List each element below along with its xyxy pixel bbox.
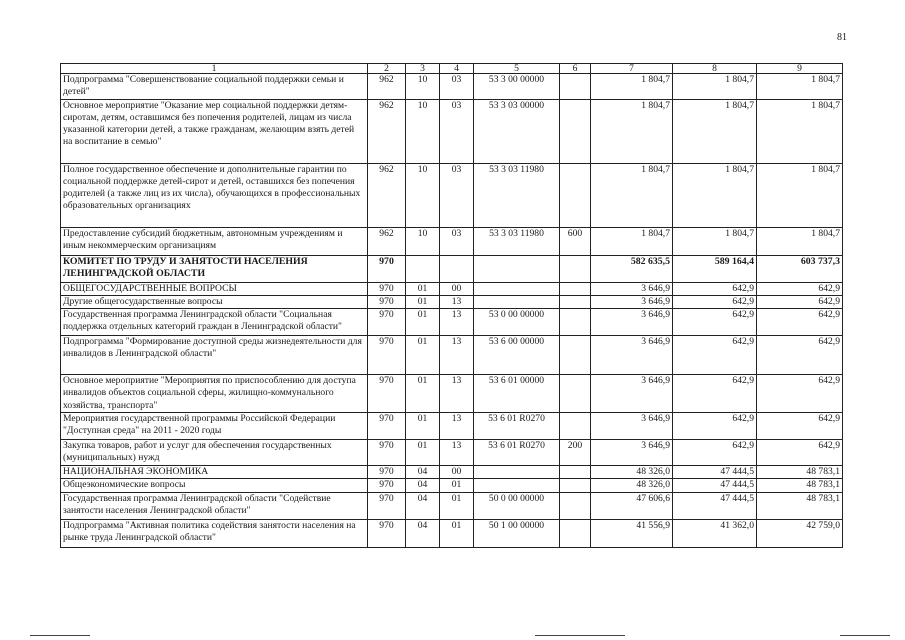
cell-subsection	[440, 255, 474, 282]
cell-expense-type: 200	[560, 440, 591, 466]
cell-expense-type	[560, 163, 591, 227]
cell-amount-col8: 1 804,7	[673, 163, 757, 227]
column-header: 9	[757, 64, 843, 74]
column-header: 4	[440, 64, 474, 74]
cell-section	[406, 255, 440, 282]
cell-section: 04	[406, 479, 440, 492]
cell-amount-col9: 48 783,1	[757, 479, 843, 492]
column-number-row	[61, 64, 843, 74]
cell-name: Предоставление субсидий бюджетным, автономным учреждениям и иным некоммерческим организациям	[61, 227, 368, 255]
cell-expense-type	[560, 295, 591, 308]
cell-amount-col7: 1 804,7	[591, 163, 673, 227]
cell-target-code: 53 3 03 11980	[474, 163, 560, 227]
budget-table	[60, 63, 843, 548]
column-header: 3	[406, 64, 440, 74]
table-row	[61, 282, 843, 295]
cell-amount-col8: 642,9	[673, 336, 757, 375]
cell-amount-col7: 3 646,9	[591, 309, 673, 336]
cell-subsection: 01	[440, 519, 474, 547]
cell-name: КОМИТЕТ ПО ТРУДУ И ЗАНЯТОСТИ НАСЕЛЕНИЯ ЛЕНИНГРАДСКОЙ ОБЛАСТИ	[61, 255, 368, 282]
table-row	[61, 466, 843, 479]
cell-expense-type	[560, 74, 591, 100]
table-row	[61, 492, 843, 519]
cell-name: Основное мероприятие "Мероприятия по приспособлению для доступа инвалидов объектов социальной сферы, жилищно-коммунального хозяйства, транспорта"	[61, 375, 368, 413]
cell-section: 10	[406, 163, 440, 227]
cell-admin-code: 970	[368, 440, 406, 466]
cell-target-code	[474, 295, 560, 308]
cell-name: Общеэкономические вопросы	[61, 479, 368, 492]
cell-target-code: 53 3 03 11980	[474, 227, 560, 255]
cell-target-code: 50 0 00 00000	[474, 492, 560, 519]
column-header: 2	[368, 64, 406, 74]
cell-target-code: 53 0 00 00000	[474, 309, 560, 336]
cell-target-code: 50 1 00 00000	[474, 519, 560, 547]
cell-name: Полное государственное обеспечение и дополнительные гарантии по социальной поддержке детей-сирот и детей, оставшихся без попечения родителей (а также лиц из их числа), обучающихся в профессиональных образовательных организациях	[61, 163, 368, 227]
cell-subsection: 00	[440, 282, 474, 295]
cell-amount-col9: 42 759,0	[757, 519, 843, 547]
cell-amount-col9: 48 783,1	[757, 466, 843, 479]
cell-amount-col7: 48 326,0	[591, 479, 673, 492]
table-row	[61, 375, 843, 413]
cell-section: 01	[406, 375, 440, 413]
cell-subsection: 03	[440, 99, 474, 163]
cell-amount-col8: 47 444,5	[673, 492, 757, 519]
column-header: 8	[673, 64, 757, 74]
cell-admin-code: 962	[368, 74, 406, 100]
cell-expense-type	[560, 492, 591, 519]
cell-expense-type	[560, 309, 591, 336]
cell-amount-col7: 3 646,9	[591, 282, 673, 295]
column-header: 5	[474, 64, 560, 74]
cell-amount-col9: 642,9	[757, 295, 843, 308]
cell-target-code: 53 6 00 00000	[474, 336, 560, 375]
footer-line-right	[840, 635, 890, 636]
column-header: 1	[61, 64, 368, 74]
cell-expense-type	[560, 336, 591, 375]
cell-expense-type: 600	[560, 227, 591, 255]
cell-admin-code: 970	[368, 519, 406, 547]
cell-amount-col9: 603 737,3	[757, 255, 843, 282]
cell-admin-code: 970	[368, 479, 406, 492]
cell-amount-col8: 1 804,7	[673, 227, 757, 255]
cell-subsection: 00	[440, 466, 474, 479]
cell-expense-type	[560, 375, 591, 413]
cell-subsection: 13	[440, 375, 474, 413]
cell-section: 04	[406, 519, 440, 547]
cell-admin-code: 970	[368, 309, 406, 336]
cell-admin-code: 970	[368, 336, 406, 375]
cell-admin-code: 962	[368, 227, 406, 255]
cell-target-code: 53 6 01 00000	[474, 375, 560, 413]
cell-subsection: 13	[440, 336, 474, 375]
cell-amount-col7: 1 804,7	[591, 99, 673, 163]
cell-subsection: 01	[440, 479, 474, 492]
cell-amount-col8: 589 164,4	[673, 255, 757, 282]
cell-amount-col8: 47 444,5	[673, 466, 757, 479]
table-row	[61, 413, 843, 440]
cell-subsection: 03	[440, 227, 474, 255]
table-row	[61, 99, 843, 163]
cell-expense-type	[560, 519, 591, 547]
table-row	[61, 336, 843, 375]
cell-subsection: 03	[440, 74, 474, 100]
column-header: 6	[560, 64, 591, 74]
table-row	[61, 309, 843, 336]
cell-admin-code: 970	[368, 466, 406, 479]
cell-name: Мероприятия государственной программы Российской Федерации "Доступная среда" на 2011 - 2020 годы	[61, 413, 368, 440]
cell-section: 01	[406, 282, 440, 295]
cell-amount-col9: 642,9	[757, 440, 843, 466]
cell-expense-type	[560, 99, 591, 163]
cell-subsection: 13	[440, 309, 474, 336]
cell-amount-col8: 642,9	[673, 309, 757, 336]
table-row	[61, 74, 843, 100]
cell-amount-col9: 1 804,7	[757, 74, 843, 100]
table-row	[61, 227, 843, 255]
table-row	[61, 519, 843, 547]
cell-section: 10	[406, 74, 440, 100]
cell-amount-col7: 582 635,5	[591, 255, 673, 282]
cell-target-code	[474, 466, 560, 479]
cell-amount-col7: 3 646,9	[591, 336, 673, 375]
cell-subsection: 13	[440, 295, 474, 308]
cell-amount-col8: 1 804,7	[673, 74, 757, 100]
cell-target-code: 53 6 01 R0270	[474, 413, 560, 440]
cell-expense-type	[560, 255, 591, 282]
cell-name: Государственная программа Ленинградской области "Содействие занятости населения Ленинградской области"	[61, 492, 368, 519]
cell-amount-col9: 642,9	[757, 309, 843, 336]
column-header: 7	[591, 64, 673, 74]
cell-amount-col7: 41 556,9	[591, 519, 673, 547]
cell-section: 04	[406, 466, 440, 479]
cell-name: ОБЩЕГОСУДАРСТВЕННЫЕ ВОПРОСЫ	[61, 282, 368, 295]
cell-amount-col8: 1 804,7	[673, 99, 757, 163]
cell-subsection: 03	[440, 163, 474, 227]
cell-name: НАЦИОНАЛЬНАЯ ЭКОНОМИКА	[61, 466, 368, 479]
cell-name: Закупка товаров, работ и услуг для обеспечения государственных (муниципальных) нужд	[61, 440, 368, 466]
cell-admin-code: 970	[368, 282, 406, 295]
cell-admin-code: 970	[368, 413, 406, 440]
cell-target-code	[474, 479, 560, 492]
cell-amount-col7: 1 804,7	[591, 227, 673, 255]
table-row	[61, 440, 843, 466]
cell-section: 10	[406, 99, 440, 163]
table-row	[61, 295, 843, 308]
cell-name: Подпрограмма "Активная политика содействия занятости населения на рынке труда Ленинградской области"	[61, 519, 368, 547]
cell-amount-col7: 3 646,9	[591, 440, 673, 466]
cell-name: Подпрограмма "Формирование доступной среды жизнедеятельности для инвалидов в Ленинградской области"	[61, 336, 368, 375]
cell-expense-type	[560, 413, 591, 440]
cell-amount-col7: 3 646,9	[591, 375, 673, 413]
table-row	[61, 255, 843, 282]
cell-target-code	[474, 255, 560, 282]
cell-name: Подпрограмма "Совершенствование социальной поддержки семьи и детей"	[61, 74, 368, 100]
cell-section: 10	[406, 227, 440, 255]
cell-amount-col9: 642,9	[757, 375, 843, 413]
cell-target-code: 53 3 03 00000	[474, 99, 560, 163]
cell-amount-col8: 642,9	[673, 375, 757, 413]
cell-section: 01	[406, 336, 440, 375]
cell-amount-col8: 642,9	[673, 440, 757, 466]
cell-admin-code: 962	[368, 99, 406, 163]
footer-line-left	[30, 635, 90, 636]
cell-name: Основное мероприятие "Оказание мер социальной поддержки детям-сиротам, детям, оставшимся без попечения родителей, лицам из числа указанной категории детей, а также гражданам, желающим взять детей на воспитание в семью"	[61, 99, 368, 163]
cell-admin-code: 970	[368, 295, 406, 308]
table-body	[61, 64, 843, 548]
cell-section: 01	[406, 295, 440, 308]
cell-section: 01	[406, 309, 440, 336]
cell-admin-code: 962	[368, 163, 406, 227]
cell-amount-col7: 47 606,6	[591, 492, 673, 519]
cell-admin-code: 970	[368, 255, 406, 282]
cell-admin-code: 970	[368, 492, 406, 519]
cell-target-code	[474, 282, 560, 295]
page-number: 81	[837, 32, 847, 43]
cell-amount-col8: 47 444,5	[673, 479, 757, 492]
cell-amount-col9: 1 804,7	[757, 99, 843, 163]
cell-amount-col9: 642,9	[757, 336, 843, 375]
cell-name: Другие общегосударственные вопросы	[61, 295, 368, 308]
cell-amount-col7: 3 646,9	[591, 295, 673, 308]
cell-amount-col9: 48 783,1	[757, 492, 843, 519]
table-row	[61, 163, 843, 227]
table-row	[61, 479, 843, 492]
cell-section: 01	[406, 413, 440, 440]
cell-section: 01	[406, 440, 440, 466]
footer-line-center	[535, 635, 625, 636]
cell-amount-col7: 3 646,9	[591, 413, 673, 440]
cell-amount-col9: 642,9	[757, 413, 843, 440]
cell-subsection: 13	[440, 413, 474, 440]
cell-name: Государственная программа Ленинградской области "Социальная поддержка отдельных категорий граждан в Ленинградской области"	[61, 309, 368, 336]
cell-target-code: 53 6 01 R0270	[474, 440, 560, 466]
cell-admin-code: 970	[368, 375, 406, 413]
cell-amount-col7: 48 326,0	[591, 466, 673, 479]
cell-amount-col8: 642,9	[673, 295, 757, 308]
cell-amount-col9: 642,9	[757, 282, 843, 295]
cell-amount-col7: 1 804,7	[591, 74, 673, 100]
cell-section: 04	[406, 492, 440, 519]
cell-target-code: 53 3 00 00000	[474, 74, 560, 100]
cell-expense-type	[560, 479, 591, 492]
cell-amount-col9: 1 804,7	[757, 227, 843, 255]
cell-amount-col8: 642,9	[673, 282, 757, 295]
cell-amount-col8: 642,9	[673, 413, 757, 440]
cell-expense-type	[560, 466, 591, 479]
cell-subsection: 13	[440, 440, 474, 466]
cell-amount-col9: 1 804,7	[757, 163, 843, 227]
cell-expense-type	[560, 282, 591, 295]
cell-amount-col8: 41 362,0	[673, 519, 757, 547]
cell-subsection: 01	[440, 492, 474, 519]
